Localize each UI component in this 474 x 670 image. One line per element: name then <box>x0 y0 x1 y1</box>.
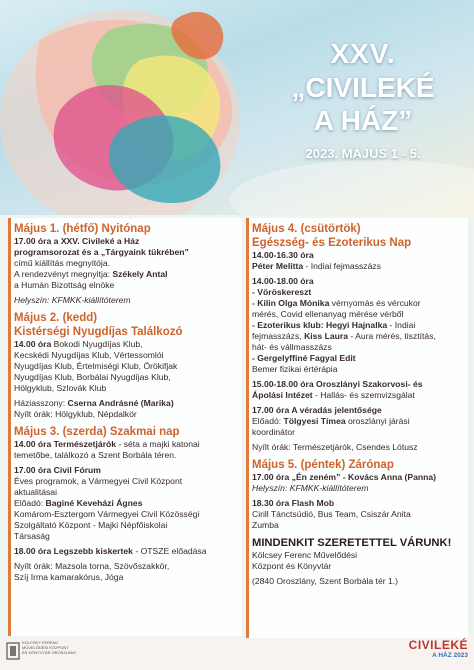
organizer-small-line: MŰVELŐDÉSI KÖZPONT <box>22 645 69 650</box>
program-line <box>252 331 462 342</box>
address-line: (2840 Oroszlány, Szent Borbála tér 1.) <box>252 576 399 586</box>
program-line: 14.00-18.00 óra <box>252 276 314 286</box>
program-line <box>14 269 236 280</box>
detail-text: vérnyomás és vércukor <box>329 298 421 308</box>
day-heading-theme: Egészség- és Ezoterikus Nap <box>252 237 412 249</box>
detail-text: Bokodi Nyugdíjas Klub, <box>53 339 143 349</box>
program-line: Nyugdíjas Klub, Borbálai Nyugdíjas Klub, <box>14 372 171 382</box>
detail-text: - Hallás- és szemvizsgálat <box>312 390 415 400</box>
detail-text: - OTSZE előadása <box>132 546 207 556</box>
brand-name: CIVILEKÉ <box>408 638 468 652</box>
program-line <box>14 498 236 509</box>
organizer-small-line: KÖLCSEY FERENC <box>22 640 59 645</box>
day-heading-date: Május 4. (csütörtök) <box>252 223 361 235</box>
venue-line: Helyszín: KFMKK-kiállítóterem <box>252 483 369 493</box>
program-line: Nyílt órák: Hölgyklub, Népdalkör <box>14 409 137 419</box>
person-name: Baginé Keveházi Ágnes <box>45 498 143 508</box>
day-heading-date: Május 2. (kedd) <box>14 312 98 324</box>
program-left-column <box>8 218 242 636</box>
program-title: Legszebb kiskertek <box>53 546 133 556</box>
program-line: Nyugdíjas Klub, Értelmiségi Klub, Örökifjak <box>14 361 178 371</box>
program-line: Éves programok, a Vármegyei Civil Központ <box>14 476 183 486</box>
day-tuesday <box>14 311 236 420</box>
program-title: Ápolási Intézet <box>252 390 313 400</box>
person-name: Cserna Andrásné (Marika) <box>67 398 174 408</box>
program-line <box>14 339 236 350</box>
day-friday <box>252 458 462 531</box>
program-line: Társaság <box>14 531 50 541</box>
person-name: Tölgyesi Tímea <box>283 416 346 426</box>
label-text: Előadó: <box>252 416 284 426</box>
day-heading-theme: Kistérségi Nyugdíjas Találkozó <box>14 326 183 338</box>
time-text: 18.00 óra <box>14 546 54 556</box>
program-line: című kiállítás megnyitója. <box>14 258 110 268</box>
program-line <box>252 416 462 427</box>
program-line: 17.00 óra Civil Fórum <box>14 465 101 475</box>
program-line <box>252 320 462 331</box>
day-heading <box>14 311 236 339</box>
program-line: Nyílt órák: Természetjárók, Csendes Lótusz <box>252 442 418 452</box>
day-heading: Május 1. (hétfő) Nyitónap <box>14 223 151 235</box>
program-line: Cirill Tánctsúdió, Bus Team, Csiszár Anita <box>252 509 411 519</box>
program-line <box>252 298 462 309</box>
program-line <box>14 398 236 409</box>
time-text: 14.00 óra <box>14 339 54 349</box>
program-line: a Humán Bizottság elnöke <box>14 280 115 290</box>
organizer-small-line: ÉS KÖNYVTÁR OROSZLÁNY <box>22 650 77 655</box>
program-title: Természetjárók <box>53 439 117 449</box>
program-line: 15.00-18.00 óra Oroszlányi Szakorvosi- és <box>252 379 423 389</box>
program-line: Zumba <box>252 520 279 530</box>
day-thursday <box>252 222 462 453</box>
program-title: „Én zeném” - Kovács Anna (Panna) <box>291 472 437 482</box>
day-monday <box>14 222 236 306</box>
program-line: - Vöröskereszt <box>252 287 312 297</box>
program-line: 17.00 óra A véradás jelentősége <box>252 405 382 415</box>
brand-subtitle: A HÁZ 2023 <box>432 652 468 659</box>
program-line <box>252 472 462 483</box>
person-name: - Ezoterikus klub: Hegyi Hajnalka <box>252 320 388 330</box>
label-text: A rendezvényt megnyitja: <box>14 269 113 279</box>
venue-line: Helyszín: KFMKK-kiállítóterem <box>14 295 131 305</box>
welcome-message: MINDENKIT SZERETETTEL VÁRUNK! <box>252 537 452 549</box>
person-name: Péter Melitta <box>252 261 304 271</box>
day-heading: Május 3. (szerda) Szakmai nap <box>14 426 180 438</box>
detail-text: - Indiai <box>387 320 416 330</box>
label-text: Előadó: <box>14 498 46 508</box>
person-name: Székely Antal <box>112 269 168 279</box>
program-line: Bemer fizikai értérápia <box>252 364 338 374</box>
program-right-column <box>246 218 468 660</box>
program-line: koordinátor <box>252 427 295 437</box>
person-name: - Kilin Olga Mónika <box>252 298 330 308</box>
program-line: mérés, Covid ellenanyag mérése vérből <box>252 309 404 319</box>
program-line: hát- és vállmasszázs <box>252 342 332 352</box>
program-line: - Gergelyffiné Fagyal Edit <box>252 353 356 363</box>
title-line-1: „CIVILEKÉ <box>291 72 435 103</box>
detail-text: - Indiai fejmasszázs <box>303 261 381 271</box>
label-text: Háziasszony: <box>14 398 68 408</box>
organizer-line: Központ és Könyvtár <box>252 561 332 571</box>
detail-text: oroszlányi járási <box>345 416 410 426</box>
time-text: 14.00 óra <box>14 439 54 449</box>
program-line: temetőbe, találkozó a Szent Borbála téren. <box>14 450 177 460</box>
event-dates: 2023. MÁJUS 1 - 5. <box>305 146 421 161</box>
program-line: 14.00-16.30 óra <box>252 250 314 260</box>
title-line-2: A HÁZ” <box>313 105 413 136</box>
detail-text: - Aura mérés, tisztítás, <box>348 331 436 341</box>
program-line <box>14 439 236 450</box>
organizer-line: Kölcsey Ferenc Művelődési <box>252 550 358 560</box>
detail-text: - séta a majki katonai <box>116 439 200 449</box>
program-line: Nyílt órák: Mazsola torna, Szövőszakkör, <box>14 561 170 571</box>
program-line: Kecskédi Nyugdíjas Klub, Vértessomlói <box>14 350 164 360</box>
kfmkk-logo-icon <box>6 642 20 660</box>
organizer-small-text <box>22 640 112 655</box>
day-wednesday <box>14 425 236 583</box>
program-line: 18.30 óra Flash Mob <box>252 498 335 508</box>
program-line: Hölgyklub, Szlovák Klub <box>14 383 107 393</box>
person-name: Kiss Laura <box>304 331 349 341</box>
edition-number: XXV. <box>330 38 396 69</box>
event-title <box>258 38 468 161</box>
program-line: aktualitásai <box>14 487 57 497</box>
program-line <box>14 546 236 557</box>
program-line <box>252 261 462 272</box>
program-line: Komárom-Esztergom Vármegyei Civil Közösségi <box>14 509 200 519</box>
program-line: programsorozat és a „Tárgyaink tükrében” <box>14 247 189 257</box>
program-line: Szolgáltató Központ - Majki Népfőiskolai <box>14 520 168 530</box>
day-heading <box>252 222 462 250</box>
time-text: 17.00 óra <box>252 472 292 482</box>
day-heading: Május 5. (péntek) Zárónap <box>252 459 394 471</box>
program-line: Szíj Irma kamarakórus, Jóga <box>14 572 124 582</box>
header-banner <box>0 0 474 215</box>
detail-text: fejmasszázs, <box>252 331 305 341</box>
event-brand-logo <box>372 638 468 668</box>
program-line <box>252 390 462 401</box>
program-line: 17.00 óra a XXV. Civileké a Ház <box>14 236 140 246</box>
